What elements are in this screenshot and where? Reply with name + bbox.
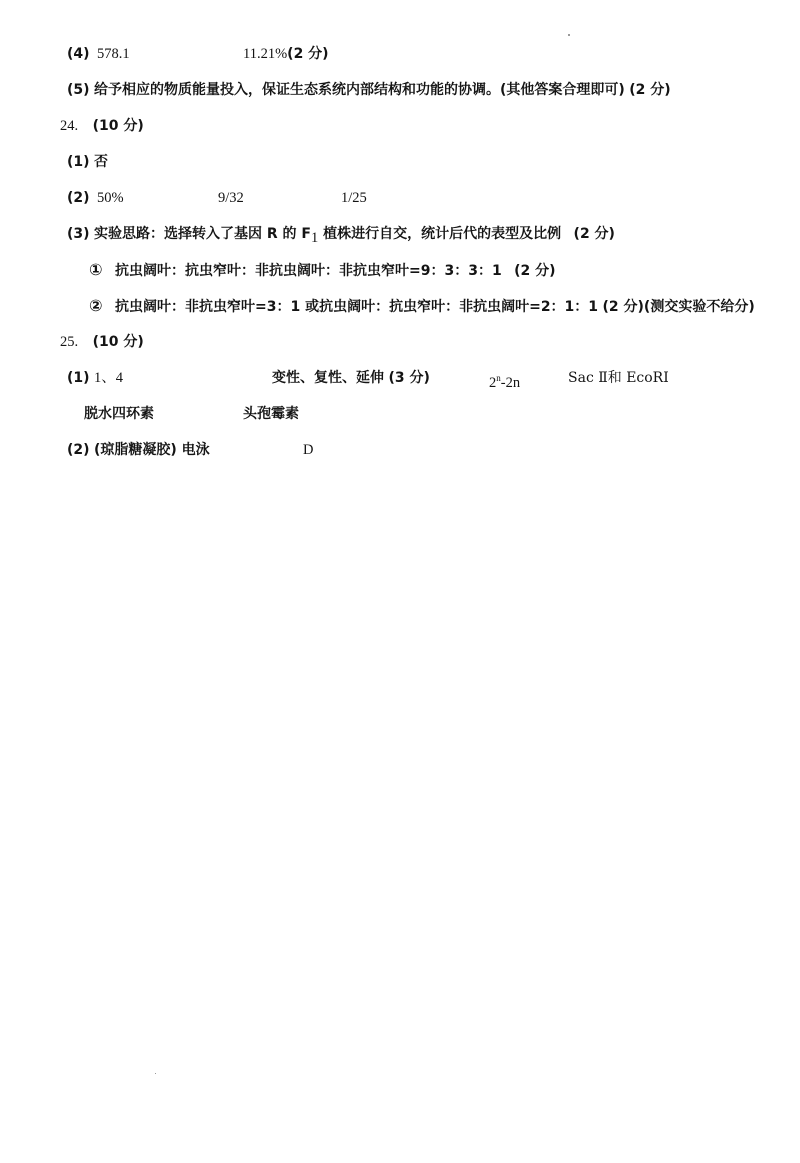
q24-header xyxy=(60,116,144,136)
superscript: n xyxy=(496,373,501,383)
question-number: 24. xyxy=(60,118,79,134)
q24-part2-answer3: 1/25 xyxy=(341,190,367,206)
q25-part1-answer4: Sac Ⅱ和 EcoRI xyxy=(568,370,669,386)
q25-part1-answer2 xyxy=(272,368,430,388)
note: (测交实验不给分) xyxy=(643,299,755,315)
circled-marker: ① xyxy=(89,260,103,279)
part-label: (5) xyxy=(67,82,90,98)
part-label: (1) xyxy=(67,370,90,386)
answer-base: 2 xyxy=(489,374,497,391)
part-label: (2) xyxy=(67,190,90,206)
q25-part2 xyxy=(67,440,210,460)
q24-part2-answer1: 50% xyxy=(97,190,124,206)
answer-text: 变性、复性、延伸 xyxy=(272,370,384,386)
q24-part2 xyxy=(67,188,90,208)
scan-speck xyxy=(568,34,570,36)
answer-value: 11.21% xyxy=(243,46,288,62)
q25-part1-answer5: 脱水四环素 xyxy=(84,406,154,422)
part-label: (3) xyxy=(67,226,90,242)
q23-part4-answer1: 578.1 xyxy=(97,46,130,62)
score: (2 分) xyxy=(629,82,671,98)
score: (2 分) xyxy=(602,299,644,315)
question-points: (10 分) xyxy=(92,334,144,350)
scan-speck xyxy=(155,1073,156,1074)
q25-part1-answer3 xyxy=(489,368,520,393)
q23-part4-answer2 xyxy=(243,44,329,64)
circled-marker: ② xyxy=(89,296,103,315)
q23-part5 xyxy=(67,80,671,100)
q23-part4 xyxy=(67,44,90,64)
q24-part3-result1 xyxy=(89,260,556,281)
result-text: 抗虫阔叶：抗虫窄叶：非抗虫阔叶：非抗虫窄叶=9：3：3：1 xyxy=(115,263,502,279)
score: (2 分) xyxy=(514,263,556,279)
answer-text: (琼脂糖凝胶) 电泳 xyxy=(94,442,210,458)
score: (2 分) xyxy=(573,226,615,242)
result-text: 抗虫阔叶：非抗虫窄叶=3：1 或抗虫阔叶：抗虫窄叶：非抗虫阔叶=2：1：1 xyxy=(115,299,599,315)
score: (3 分) xyxy=(388,370,430,386)
answer-text: 否 xyxy=(94,154,108,170)
q25-part1-answer6: 头孢霉素 xyxy=(243,406,299,422)
q24-part3-result2 xyxy=(89,296,755,317)
q24-part2-answer2: 9/32 xyxy=(218,190,244,206)
q24-part3 xyxy=(67,224,615,248)
q24-part1 xyxy=(67,152,108,172)
q25-part1 xyxy=(67,368,123,388)
part-label: (4) xyxy=(67,46,90,62)
q25-header xyxy=(60,332,144,352)
answer-text: 给予相应的物质能量投入，保证生态系统内部结构和功能的协调。(其他答案合理即可) xyxy=(94,82,625,98)
subscript: 1 xyxy=(310,229,319,246)
q25-part2-answer2: D xyxy=(303,442,314,458)
question-points: (10 分) xyxy=(92,118,144,134)
answer-text-b: 植株进行自交，统计后代的表型及比例 xyxy=(318,226,562,242)
answer-value: 1、4 xyxy=(94,370,123,386)
question-number: 25. xyxy=(60,334,79,350)
part-label: (1) xyxy=(67,154,90,170)
answer-text-a: 实验思路：选择转入了基因 R 的 F xyxy=(94,226,311,242)
part-label: (2) xyxy=(67,442,90,458)
score: (2 分) xyxy=(287,46,329,62)
answer-tail: -2n xyxy=(500,374,521,391)
